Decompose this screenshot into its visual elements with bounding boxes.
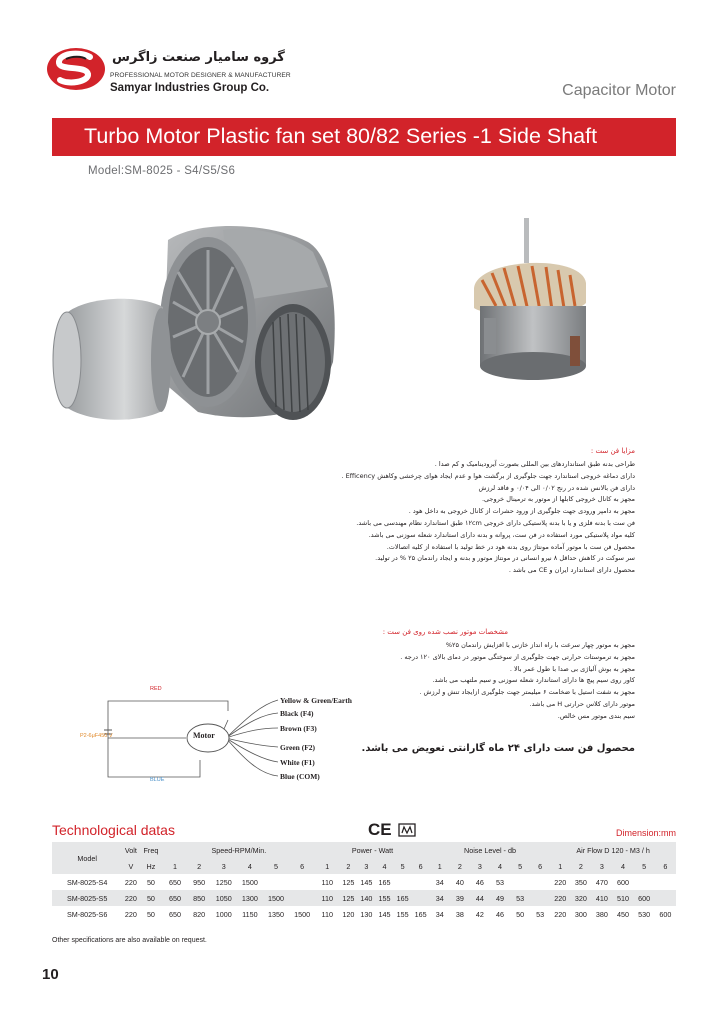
- speed-index: 6: [538, 861, 543, 871]
- cell-power: 110: [321, 877, 333, 887]
- cell-speed: 850: [193, 893, 206, 903]
- cell-noise: 49: [496, 893, 504, 903]
- cell-airflow: 220: [554, 909, 567, 919]
- cell-volt: 220: [124, 893, 137, 903]
- cell-power: 125: [342, 877, 355, 887]
- capacitor-label: P2-6μF450 V: [80, 733, 113, 739]
- blue-wire-label: BLUE: [150, 777, 165, 783]
- company-name-en: Samyar Industries Group Co.: [110, 82, 270, 94]
- cell-volt: 220: [124, 877, 137, 887]
- cell-speed: 1000: [215, 909, 232, 919]
- cell-power: 145: [378, 909, 391, 919]
- cell-freq: 50: [146, 909, 155, 919]
- page-number: 10: [42, 966, 59, 983]
- cell-power: 165: [396, 893, 409, 903]
- specs-heading: مشخصات موتور نصب شده روی فن ست :: [382, 628, 508, 636]
- cell-airflow: 530: [638, 909, 651, 919]
- page-title: Turbo Motor Plastic fan set 80/82 Series -1 Side Shaft: [84, 124, 598, 148]
- speed-index: 4: [621, 861, 626, 871]
- spec-item: سیم بندی موتور مس خالص.: [557, 711, 635, 720]
- cell-power: [412, 890, 430, 906]
- cell-speed: 1500: [241, 877, 258, 887]
- spec-item: مجهز به شفت استیل با ضخامت ۶ میلیمتر جهت جلوگیری ازایجاد تنش و لرزش .: [419, 688, 635, 697]
- motor-label: Motor: [193, 731, 215, 740]
- cell-airflow: 600: [617, 877, 630, 887]
- cell-power: 125: [342, 893, 355, 903]
- cell-noise: 46: [475, 877, 484, 887]
- cell-power: 110: [321, 909, 333, 919]
- speed-index: 2: [578, 861, 583, 871]
- cell-power: [412, 874, 430, 890]
- feature-item: سر سوکت در کاهش حداقل ۸ نیرو انسانی در مونتاژ موتور و بدنه و ایجاد راندمان ۲۵ % در تولید.: [375, 554, 635, 563]
- cell-power: 110: [321, 893, 333, 903]
- speed-index: 4: [382, 861, 387, 871]
- cell-airflow: 320: [574, 893, 587, 903]
- cell-power: 155: [396, 909, 409, 919]
- features-heading: مزایا فن ست :: [590, 447, 635, 455]
- cell-airflow: 600: [638, 893, 651, 903]
- speed-index: 1: [173, 861, 178, 871]
- cell-noise: 34: [435, 877, 444, 887]
- cell-power: 130: [360, 909, 373, 919]
- red-wire-label: RED: [150, 686, 162, 692]
- cell-noise: 44: [475, 893, 484, 903]
- company-tagline: PROFESSIONAL MOTOR DESIGNER & MANUFACTURER: [110, 72, 291, 79]
- table-row: [52, 874, 676, 890]
- features-list: [341, 459, 635, 577]
- cell-speed: 1500: [294, 909, 311, 919]
- speed-index: 3: [477, 861, 482, 871]
- cell-airflow: 220: [554, 877, 567, 887]
- speed-index: 5: [400, 861, 405, 871]
- cell-freq: 50: [146, 877, 155, 887]
- wiring-diagram: [60, 690, 380, 790]
- feature-item: مجهز به دامپر ورودی جهت جلوگیری از ورود حشرات از کانال خروجی به داخل هود .: [408, 507, 635, 516]
- speed-index: 4: [247, 861, 252, 871]
- company-name-fa: گروه سامیار صنعت زاگرس: [112, 50, 285, 65]
- cell-noise: 42: [475, 909, 484, 919]
- cell-airflow: [634, 874, 655, 890]
- col-volt: Volt: [124, 845, 137, 855]
- cell-noise: 40: [455, 877, 464, 887]
- wire-black: Black (F4): [280, 709, 314, 718]
- cell-speed: 650: [169, 893, 182, 903]
- category-label: Capacitor Motor: [562, 82, 676, 99]
- feature-item: فن ست با بدنه فلزی و یا با بدنه پلاستیکی دارای خروجی ۱۲cm طبق استاندارد نظام مهندسی می باشد.: [356, 518, 635, 527]
- cell-noise: 46: [496, 909, 504, 919]
- speed-index: 6: [300, 861, 305, 871]
- cell-noise: 50: [516, 909, 525, 919]
- cell-power: 165: [378, 877, 391, 887]
- table-header-row: [52, 842, 676, 858]
- model-line: Model:SM-8025 - S4/S5/S6: [88, 165, 236, 177]
- cell-airflow: 470: [595, 877, 608, 887]
- cell-airflow: 450: [617, 909, 630, 919]
- samyar-logo-icon: [46, 47, 106, 91]
- cell-noise: 53: [516, 893, 525, 903]
- table-row: [52, 906, 676, 922]
- speed-index: 6: [663, 861, 668, 871]
- speed-index: 1: [558, 861, 563, 871]
- cell-airflow: 300: [574, 909, 587, 919]
- cell-speed: 1350: [267, 909, 284, 919]
- cell-power: 120: [342, 909, 355, 919]
- spec-item: مجهز به ترموستات حرارتی جهت جلوگیری از سوختگی موتور در دمای بالای ۱۲۰ درجه .: [400, 652, 635, 661]
- cell-freq: 50: [146, 893, 155, 903]
- cell-noise: 39: [455, 893, 464, 903]
- cell-airflow: [655, 890, 676, 906]
- cell-noise: 53: [496, 877, 504, 887]
- speed-index: 3: [599, 861, 604, 871]
- wire-white: White (F1): [280, 758, 315, 767]
- guarantee-note: محصول فن ست دارای ۲۴ ماه گارانتی تعویض می باشد.: [361, 743, 635, 754]
- speed-index: 2: [197, 861, 202, 871]
- cell-speed: 1050: [215, 893, 232, 903]
- spec-item: مجهز به بوش آلیاژی بی صدا با طول عمر بالا .: [509, 664, 635, 673]
- feature-item: مجهز به کانال خروجی کابلها از موتور به ترمینال خروجی.: [481, 495, 635, 504]
- cell-speed: 650: [169, 909, 182, 919]
- spec-item: کاور روی سیم پیچ ها دارای استاندارد شعله سوزنی و سیم ملتهب می باشد.: [432, 676, 635, 685]
- cell-airflow: 350: [574, 877, 587, 887]
- cell-noise: [530, 874, 550, 890]
- ce-mark: CE: [368, 820, 392, 839]
- cell-model: SM-8025-S5: [66, 893, 108, 903]
- col-airflow: Air Flow D 120 - M3 / h: [576, 845, 650, 855]
- wire-yellow-green: Yellow & Green/Earth: [280, 696, 352, 705]
- cell-airflow: 510: [617, 893, 630, 903]
- col-speed: Speed-RPM/Min.: [211, 845, 267, 855]
- speed-index: 4: [498, 861, 502, 871]
- table-footnote: Other specifications are also available on request.: [52, 937, 207, 944]
- cell-speed: 1150: [242, 909, 258, 919]
- cell-noise: 34: [435, 893, 444, 903]
- section-title: Technological datas: [52, 822, 175, 838]
- cell-airflow: 410: [595, 893, 608, 903]
- cell-power: [394, 874, 412, 890]
- feature-item: کلیه مواد پلاستیکی مورد استفاده در فن ست، پروانه و بدنه دارای استاندارد شعله سوزنی می باشد.: [368, 530, 635, 539]
- speed-index: 6: [418, 861, 423, 871]
- col-freq: Freq: [143, 845, 159, 855]
- speed-index: 5: [642, 861, 647, 871]
- cell-noise: 34: [435, 909, 444, 919]
- speed-index: 3: [364, 861, 369, 871]
- cell-speed: 650: [169, 877, 182, 887]
- wire-blue: Blue (COM): [280, 772, 320, 781]
- standard-mark-icon: [398, 821, 416, 837]
- cell-speed: [289, 874, 315, 890]
- speed-index: 5: [518, 861, 523, 871]
- col-power: Power - Watt: [351, 845, 394, 855]
- speed-index: 1: [437, 861, 442, 871]
- cell-speed: 950: [193, 877, 206, 887]
- cell-speed: 1500: [267, 893, 284, 903]
- specs-list: [400, 640, 635, 723]
- wire-green: Green (F2): [280, 743, 316, 752]
- wire-brown: Brown (F3): [280, 724, 317, 733]
- cell-airflow: 380: [595, 909, 608, 919]
- cell-model: SM-8025-S4: [66, 877, 108, 887]
- unit-volt: V: [128, 861, 134, 871]
- speed-index: 5: [273, 861, 278, 871]
- unit-freq: Hz: [146, 861, 156, 871]
- speed-index: 1: [325, 861, 330, 871]
- col-model: Model: [77, 853, 97, 863]
- feature-item: طراحی بدنه طبق استانداردهای بین المللی بصورت آیرودینامیک و کم صدا .: [434, 460, 635, 468]
- cell-power: 140: [360, 893, 373, 903]
- cell-power: 155: [378, 893, 391, 903]
- tech-data-table: [52, 842, 676, 922]
- feature-item: دارای فن بالانس شده در رنج ۰/۰۲ الی ۰/۰۴ و فاقد لرزش: [478, 483, 635, 492]
- dimension-note: Dimension:mm: [615, 828, 676, 838]
- spec-item: مجهز به موتور چهار سرعت با راه انداز خازنی با افزایش راندمان ۲۵%: [445, 641, 635, 649]
- cell-speed: [289, 890, 315, 906]
- cell-speed: 1300: [241, 893, 258, 903]
- feature-item: دارای دماغه خروجی استاندارد جهت جلوگیری از برگشت هوا و عدم ایجاد هوای چرخشی وکاهش Efficency .: [341, 471, 635, 480]
- col-noise: Noise Level - db: [464, 845, 516, 855]
- spec-item: موتور دارای کلاس حرارتی H می باشد.: [529, 699, 635, 708]
- cell-volt: 220: [124, 909, 137, 919]
- fan-set-photo: [48, 212, 348, 442]
- cell-airflow: 600: [659, 909, 672, 919]
- table-subheader-row: [52, 858, 676, 874]
- cell-airflow: [655, 874, 676, 890]
- cell-speed: [263, 874, 289, 890]
- feature-item: محصول فن ست با موتور آماده مونتاژ روی بدنه هود در خط تولید با استفاده از کلیه اتصالات.: [386, 542, 635, 551]
- cell-power: 165: [414, 909, 427, 919]
- cell-noise: 38: [455, 909, 464, 919]
- cell-speed: 820: [193, 909, 206, 919]
- cell-airflow: 220: [554, 893, 567, 903]
- cell-noise: [510, 874, 530, 890]
- cell-noise: [530, 890, 550, 906]
- feature-item: محصول دارای استاندارد ایران و CE می باشد .: [508, 566, 635, 575]
- cell-noise: 53: [536, 909, 545, 919]
- speed-index: 2: [346, 861, 351, 871]
- motor-photo: [462, 218, 602, 398]
- speed-index: 3: [221, 861, 226, 871]
- table-row: [52, 890, 676, 906]
- speed-index: 2: [457, 861, 462, 871]
- cell-power: 145: [360, 877, 373, 887]
- cell-speed: 1250: [215, 877, 232, 887]
- cell-model: SM-8025-S6: [66, 909, 108, 919]
